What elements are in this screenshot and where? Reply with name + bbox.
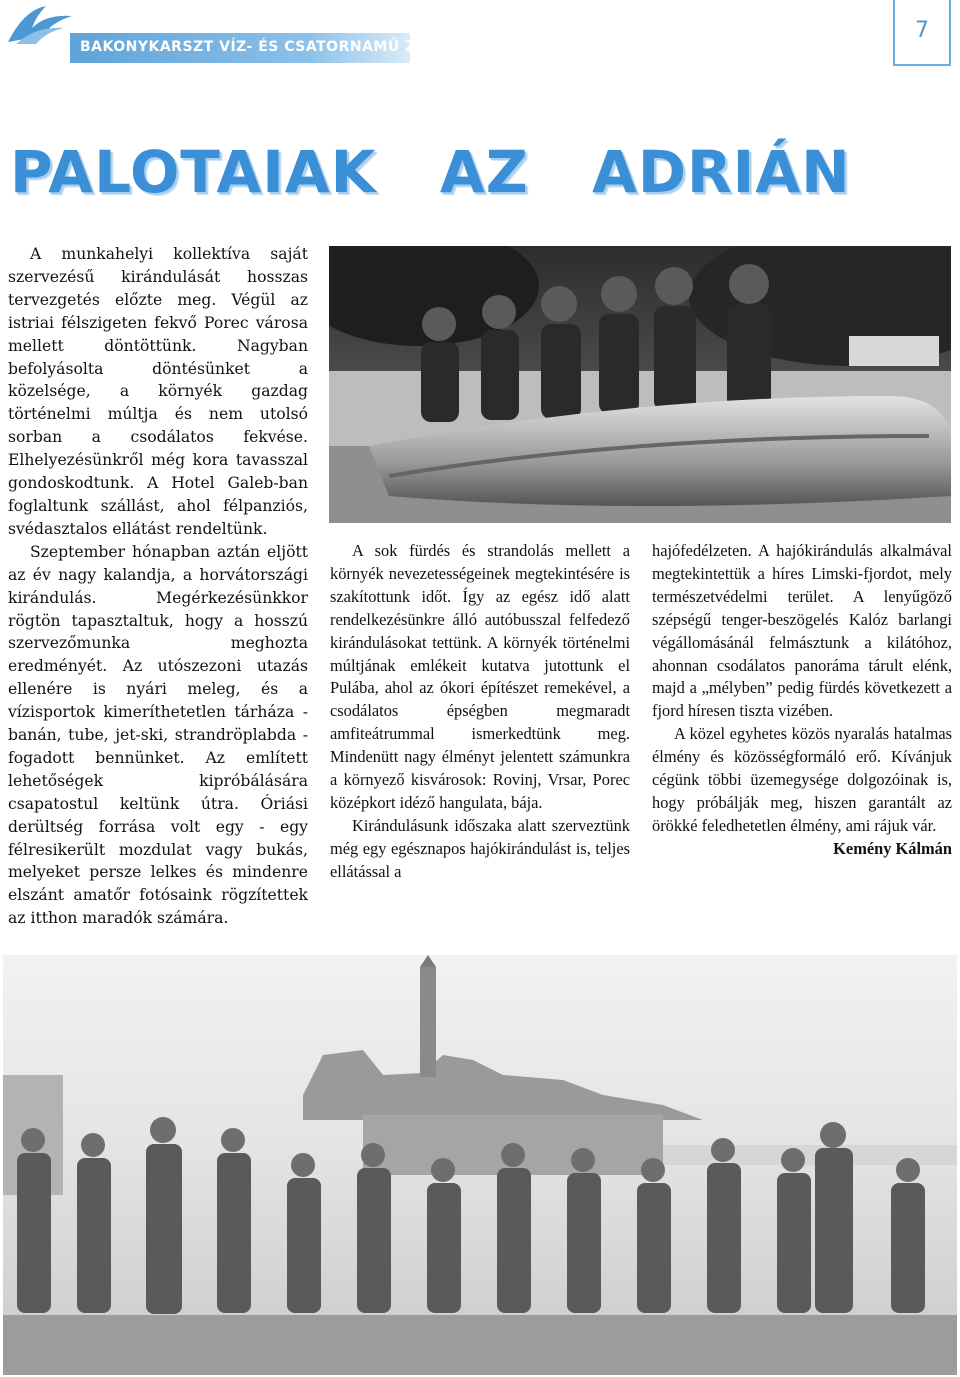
author-signature: Kemény Kálmán	[833, 838, 952, 858]
article-column-2	[330, 540, 630, 884]
article-title: PALOTAIAK AZ ADRIÁN	[10, 138, 851, 206]
article-column-3	[652, 540, 952, 861]
group-photo-drawing	[3, 955, 957, 1375]
paragraph: A munkahelyi kollektíva saját szervezésű kirándulását hosszas tervezgetés előzte meg. Végül az istriai félszigeten fekvő Porec városa mellett döntöttünk. Nagyban befolyásolta döntésünket a közelsége, a környék gazdag történelmi múltja és nem utolsó sorban a csodálatos fekvése. Elhelyezésünkről még kora tavasszal gondoskodtunk. A Hotel Galeb-ban foglaltunk szállást, ahol félpanziós, svédasztalos ellátást rendeltünk.	[8, 245, 308, 538]
paragraph: A sok fürdés és strandolás mellett a környék nevezetességeinek megtekintésére is szakítottunk időt. Így az egész idő alatt rendelkezésünkre álló autóbusszal felfedező kirándulásokat tettünk. A környék történelmi múltjának emlékeit kutatva jutottunk el Pulába, ahol az ókori építészet remekével, a csodálatos épségben megmaradt amfiteátrummal ismerkedtünk meg. Mindenütt nagy élményt jelentett számunkra a környező kisvárosok: Rovinj, Vrsar, Porec középkort idéző hangulata, bája.	[330, 541, 630, 812]
banana-boat-photo-drawing	[329, 246, 951, 523]
group-photo	[3, 955, 957, 1375]
paragraph: hajófedélzeten. A hajókirándulás alkalmával megtekintettük a híres Limski-fjordot, mely természetvédelmi terület. A lenyűgöző szépségű tenger-beszögelés Kalóz barlangi végállomásánál felmásztunk a kilátóhoz, ahonnan csodálatos panoráma tárult elénk, majd a „mélyben” pedig fürdés következett a fjord híresen tiszta vizében.	[652, 541, 952, 721]
page-number: 7	[915, 18, 929, 43]
banana-boat-photo	[329, 246, 951, 523]
page-header	[0, 0, 960, 80]
article-column-1	[8, 243, 308, 930]
brand-name: BAKONYKARSZT VÍZ- ÉS CSATORNAMŰ ZRT.	[80, 39, 441, 55]
paragraph: A közel egyhetes közös nyaralás hatalmas élmény és közösségformáló erő. Kívánjuk cégünk többi üzemegysége dolgozóinak is, hogy próbálják meg, hiszen garantált az örökké feledhetetlen élmény, ami rájuk vár.	[652, 724, 952, 835]
paragraph: Kirándulásunk időszaka alatt szerveztünk még egy egésznapos hajókirándulást is, teljes ellátással a	[330, 815, 630, 881]
paragraph: Szeptember hónapban aztán eljött az év nagy kalandja, a horvátországi kirándulás. Megérkezésünkkor rögtön tapasztaltuk, hogy a hosszú szervezőmunka meghozta eredményét. Az utószezoni utazás ellenére is nyári meleg, és a vízisportok kimeríthetetlen tárháza - banán, tube, jet-ski, strandröplabda - fogadott bennünket. Az említett lehetőségek kipróbálására csapatostul keltünk útra. Óriási derültség forrása volt egy - egy félresikerült mozdulat vagy bukás, melyeket persze lelkes és mindenre elszánt amatőr fotósaink rögzítettek az itthon maradók számára.	[8, 542, 308, 928]
company-logo-icon	[6, 2, 76, 46]
